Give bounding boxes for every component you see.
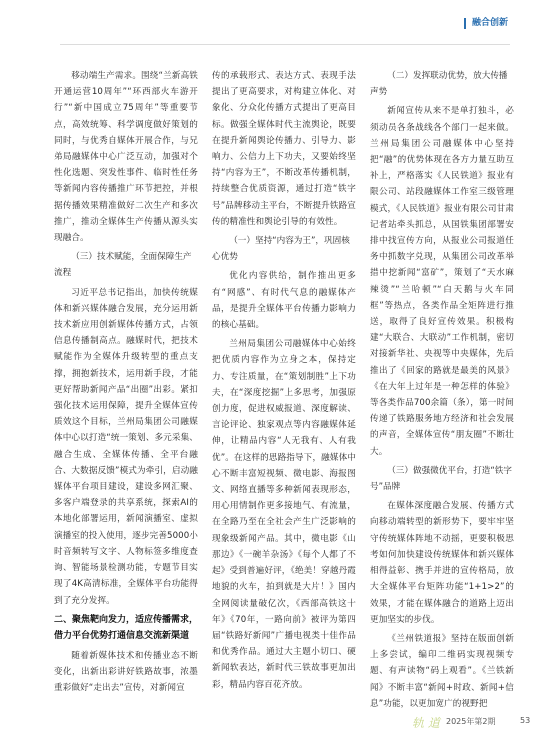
issue-label: 2025年第2期 bbox=[446, 717, 496, 726]
paragraph: 新闻宣传从来不是单打独斗，必须动员各条战线各个部门一起来做。兰州局集团公司融媒体中心坚持把“融”的优势体现在各方力量互助互补上，严格落实《人民铁道》报业有限公司、站段融媒体工作室三级管理模式，《人民铁道》报业有限公司甘肃记者站牵头抓总，从国铁集团部署安排中找宣传方向，从报业公司报道任务中抓数字兑现，从集团公司改革举措中挖新闻“富矿”，策划了“天水麻辣烫”“兰哈顿”“白天鹅与火车同框”等热点，各类作品全矩阵进行推送，取得了良好宣传效果。积极构建“大联合、大联动”工作机制，密切对接新华社、央视等中央媒体，先后推出了《回家的路就是最美的风景》《在大年上过年是一种怎样的体验》等各类作品700余篇（条），第一时间传递了铁路服务地方经济和社会发展的声音，全媒体宣传“朋友圈”不断壮大。 bbox=[370, 106, 514, 457]
column-middle bbox=[212, 68, 356, 700]
subheading: （三）技术赋能，全面保障生产流程 bbox=[54, 252, 192, 279]
paragraph: 兰州局集团公司融媒体中心始终把优质内容作为立身之本，保持定力、专注质量，在“策划制胜”上下功夫，在“深度挖掘”上多思考，加强原创力度，促进权威报道、深度解读、言论评论、独家观点等内容融媒体延伸，让精品内容“人无我有、人有我优”。在这样的思路指导下，融媒体中心不断丰富短视频、微电影、海报图文、网络直播等多种新闻表现形态，用心用情制作更多接地气、有流量，在全路乃至在全社会产生广泛影响的现象级新闻产品。其中，微电影《山那边》《一碗羊杂汤》《每个人都了不起》受到普遍好评，《绝美！穿越丹霞地貌的火车，拍到就是大片！》国内全网阅读量破亿次，《西部高铁这十年》《70年，一路向前》被评为第四届“铁路好新闻”广播电视类十佳作品和优秀作品。通过大主题小切口、硬新闻软表达，新时代三铁故事更加出彩，精品内容百花齐放。 bbox=[212, 339, 356, 690]
paragraph: 《兰州铁道报》坚持在版面创新上多尝试，编印二维码实现视频专题、有声读物“码上观看”。《兰铁新闻》不断丰富“新闻+时政、新闻+信息”功能，以更加宽广的视野把 bbox=[370, 633, 514, 709]
subheading: （三）做强微优平台，打造“铁字号”品牌 bbox=[370, 465, 512, 493]
subheading: （一）坚持“内容为王”，巩固核心优势 bbox=[212, 236, 350, 263]
page-footer bbox=[0, 712, 550, 747]
magazine-logo: 轨 道 bbox=[412, 716, 440, 730]
paragraph: 移动端生产需求。围绕“兰新高铁开通运营10周年”“环西部火车游开行”“新中国成立75周年”等重要节点，高效统筹、科学调度做好策划的同时，与优秀自媒体开展合作，与兄弟局融媒体中心广泛互动，加强对个性化选题、突发性事件、临时性任务等新闻内容传播推广环节把控，并根据传播效果精准做好二次生产和多次推广，推动全媒体生产传播从源头实现融合。 bbox=[54, 71, 198, 244]
article-body bbox=[54, 68, 514, 709]
column-left bbox=[54, 68, 198, 700]
page-header bbox=[0, 0, 550, 52]
header-divider bbox=[60, 44, 510, 45]
paragraph: 在媒体深度融合发展、传播方式向移动端转型的新形势下，要牢牢坚守传统媒体阵地不动摇，更要积极思考如何加快建设传统媒体和新兴媒体相得益彰、携手并进的宣传格局，放大全媒体平台矩阵功能“1+1>2”的效果，才能在媒体融合的道路上迈出更加坚实的步伐。 bbox=[370, 501, 514, 625]
paragraph: 随着新媒体技术和传播业态不断变化，出新出彩讲好铁路故事，浓墨重彩做好“走出去”宣传，对新闻宣 bbox=[54, 650, 198, 693]
paragraph: 传的承载形式、表达方式、表现手法提出了更高要求，对构建立体化、对象化、分众化传播方式提出了更高目标。做强全媒体时代主流舆论，既要在提升新闻舆论传播力、引导力、影响力、公信力上下功夫，又要始终坚持“内容为王”，不断改革传播机制，持续整合优质资源，通过打造“铁字号”品牌移动主平台，不断提升铁路宣传的精准性和舆论引导的有效性。 bbox=[212, 71, 356, 227]
paragraph: 习近平总书记指出，加快传统媒体和新兴媒体融合发展，充分运用新技术新应用创新媒体传播方式，占领信息传播制高点。融媒时代，把技术赋能作为全媒体升级转型的重点支撑，拥抱新技术，运用新手段，才能更好帮助新闻产品“出圈”出彩。紧扣强化技术运用保障，提升全媒体宣传质效这个目标，兰州局集团公司融媒体中心以打造“统一策划、多元采集、融合生成、全媒体传播、全平台融合、大数据反馈”模式为牵引，启动融媒体平台项目建设，建设多网汇聚、多客户端登录的共享系统，探索AI的本地化部署运用，新闻演播室、虚拟演播室的投入使用，逐步完善5000小时音频转写文字、人物标签多维度查询、智能场景检测功能，专题节目实现了4K高清标准，全媒体平台功能得到了充分发挥。 bbox=[54, 287, 198, 606]
section-tag: 融合创新 bbox=[464, 18, 508, 29]
column-right bbox=[370, 68, 514, 709]
section-heading: 二、聚焦靶向发力，适应传播需求，借力平台优势打通信息交流新渠道 bbox=[54, 614, 199, 642]
paragraph: 优化内容供给，制作推出更多有“网感”、有时代气息的融媒体产品，是提升全媒体平台传播力影响力的核心基础。 bbox=[212, 271, 356, 331]
subheading: （二）发挥联动优势，放大传播声势 bbox=[370, 71, 508, 98]
page-number: 53 bbox=[520, 716, 531, 725]
